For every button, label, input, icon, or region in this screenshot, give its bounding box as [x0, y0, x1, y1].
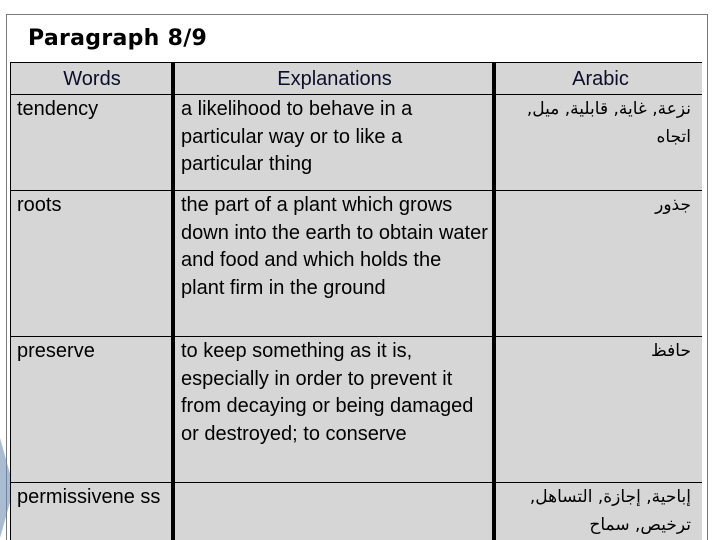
explanation-cell: a likelihood to behave in a particular way or to like a particular thing — [175, 95, 496, 191]
word-cell: preserve — [11, 337, 175, 483]
vocabulary-table-wrapper — [10, 62, 702, 540]
table-row — [11, 337, 702, 483]
word-cell: tendency — [11, 95, 175, 191]
table-row — [11, 191, 702, 337]
header-explanations: Explanations — [175, 63, 496, 95]
table-row — [11, 95, 702, 191]
word-cell: roots — [11, 191, 175, 337]
vocabulary-table — [10, 62, 702, 540]
explanation-cell: to keep something as it is, especially in order to prevent it from decaying or being damaged or destroyed; to conserve — [175, 337, 496, 483]
arabic-cell: جذور — [496, 191, 702, 337]
arabic-cell: نزعة, غاية, قابلية, ميل, اتجاه — [496, 95, 702, 191]
arabic-cell: حافظ — [496, 337, 702, 483]
arabic-cell: إباحية, إجازة, التساهل, ترخيص, سماح — [496, 483, 702, 540]
header-words: Words — [11, 63, 175, 95]
table-row — [11, 483, 702, 540]
header-arabic: Arabic — [496, 63, 702, 95]
word-cell: permissivene ss — [11, 483, 175, 540]
page-title: Paragraph 8/9 — [28, 26, 208, 51]
explanation-cell — [175, 483, 496, 540]
explanation-cell: the part of a plant which grows down into the earth to obtain water and food and which holds the plant firm in the ground — [175, 191, 496, 337]
table-header-row — [11, 63, 702, 95]
